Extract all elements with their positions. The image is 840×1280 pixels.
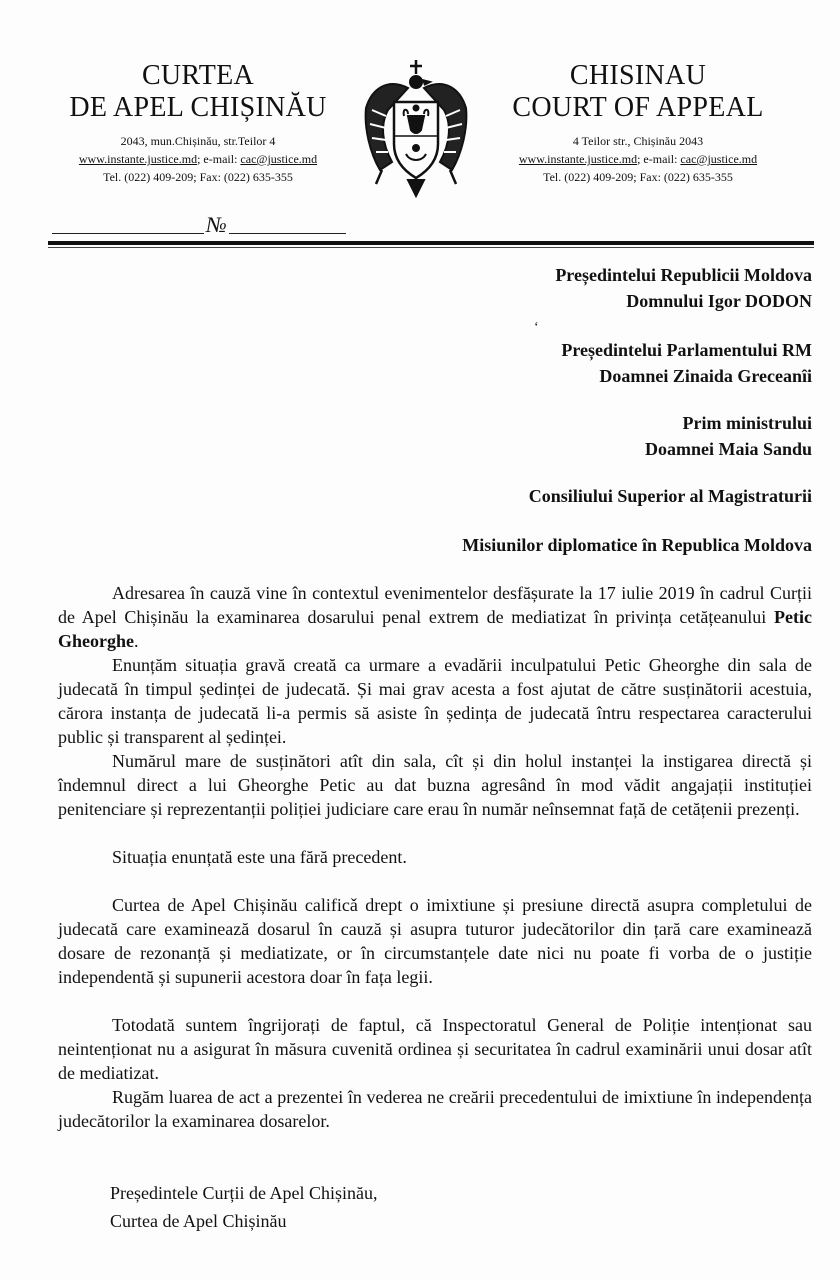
number-symbol: № <box>206 212 227 237</box>
address-ro: 2043, mun.Chișinău, str.Teilor 4 <box>120 134 276 148</box>
signature-line-2: Curtea de Apel Chișinău <box>110 1211 287 1231</box>
website-link-ro[interactable]: www.instante.justice.md <box>78 152 198 166</box>
paragraph-4: Situația enunțată este una fără precedent. <box>112 847 407 867</box>
website-link-en[interactable]: www.instante.justice.md <box>518 152 638 166</box>
recipient-title: Președintelui Parlamentului RM <box>561 340 812 360</box>
phone-ro: Tel. (022) 409-209; Fax: (022) 635-355 <box>103 170 293 184</box>
signature-line-1: Președintele Curții de Apel Chișinău, <box>110 1183 378 1203</box>
stray-mark: ‘ <box>534 320 539 335</box>
coat-of-arms-icon <box>358 58 474 198</box>
recipient-name: Doamnei Zinaida Greceanîi <box>599 366 812 386</box>
paragraph-1 <box>58 581 812 653</box>
recipient-title: Misiunilor diplomatice în Republica Moldova <box>462 535 812 555</box>
recipient-diplomatic-missions <box>462 532 812 558</box>
header-divider-thick <box>48 241 814 245</box>
paragraph-3: Numărul mare de susținători atît din sala, cît și din holul instanței la instigarea directă și îndemnul direct a lui Gheorghe Petic au dat buzna agresând în mod vădit angajații instituției penitenciare și reprezentanții poliției judiciare care erau în număr neînsemnat față de cetățenii prezenți. <box>58 751 812 819</box>
paragraph-6: Totodată suntem îngrijorați de faptul, că Inspectoratul General de Poliție intenționat sau neintenționat nu a asigurat în măsura cuvenită ordinea și securitatea în cadrul examinării unui dosar atît de mediatizat. <box>58 1015 812 1083</box>
paragraph-5: Curtea de Apel Chișinău calificǎ drept o imixtiune și presiune directă asupra completului de judecată care examinează dosarul în cauză și asupra tuturor judecătorilor din țară care examinează dosare de rezonanță și mediatizate, or în circumstanțele date nici nu poate fi vorba de o justiție independentă și supunerii acestora doar în fața legii. <box>58 895 812 987</box>
court-name-ro-line1: CURTEA <box>141 60 255 91</box>
court-name-en-line1: CHISINAU <box>569 60 707 91</box>
email-label-ro: ; e-mail: <box>197 152 241 166</box>
header-divider-thin <box>48 247 814 248</box>
email-label-en: ; e-mail: <box>637 152 681 166</box>
contact-block-ro <box>48 132 348 186</box>
web-email-en <box>488 150 788 168</box>
recipient-name: Domnului Igor DODON <box>626 291 812 311</box>
recipient-president <box>555 262 812 314</box>
paragraph-7: Rugăm luarea de act a prezentei în vederea ne creării precedentului de imixtiune în independența judecătorilor la examinarea dosarelor. <box>58 1087 812 1131</box>
defendant-name: Petic Gheorghe <box>58 607 812 651</box>
email-link-ro[interactable]: cac@justice.md <box>240 152 318 166</box>
number-underline <box>52 233 346 234</box>
recipient-parliament <box>561 337 812 389</box>
recipient-prime-minister <box>645 410 812 462</box>
court-name-ro-line2: DE APEL CHIȘINĂU <box>69 92 327 123</box>
contact-block-en <box>488 132 788 186</box>
web-email-ro <box>48 150 348 168</box>
address-en: 4 Teilor str., Chișinău 2043 <box>572 134 704 148</box>
recipient-title: Președintelui Republicii Moldova <box>555 265 812 285</box>
court-name-en-line2: COURT OF APPEAL <box>512 92 764 123</box>
header-right-en <box>488 60 788 186</box>
recipient-magistracy-council <box>529 483 812 509</box>
registration-number-field <box>52 212 346 236</box>
letter-body <box>58 581 812 1133</box>
header-left-ro <box>48 60 348 186</box>
email-link-en[interactable]: cac@justice.md <box>680 152 758 166</box>
recipient-name: Doamnei Maia Sandu <box>644 439 812 459</box>
phone-en: Tel. (022) 409-209; Fax: (022) 635-355 <box>543 170 733 184</box>
recipient-title: Consiliului Superior al Magistraturii <box>528 486 812 506</box>
paragraph-1-end: . <box>134 631 139 651</box>
paragraph-1-text: Adresarea în cauză vine în contextul evenimentelor desfășurate la 17 iulie 2019 în cadrul Curții de Apel Chișinău la examinarea dosarului penal extrem de mediatizat în privința cetățeanului <box>58 583 812 627</box>
recipient-title: Prim ministrului <box>682 413 812 433</box>
paragraph-2: Enunțăm situația gravă creată ca urmare a evadării inculpatului Petic Gheorghe din sala de judecată în timpul ședinței de judecată. Și mai grav acesta a fost ajutat de către susținătorii acestuia, cărora instanța de judecată li-a permis să asiste în ședința de judecată întru respectarea caracterului public și transparent al ședinței. <box>58 655 812 747</box>
